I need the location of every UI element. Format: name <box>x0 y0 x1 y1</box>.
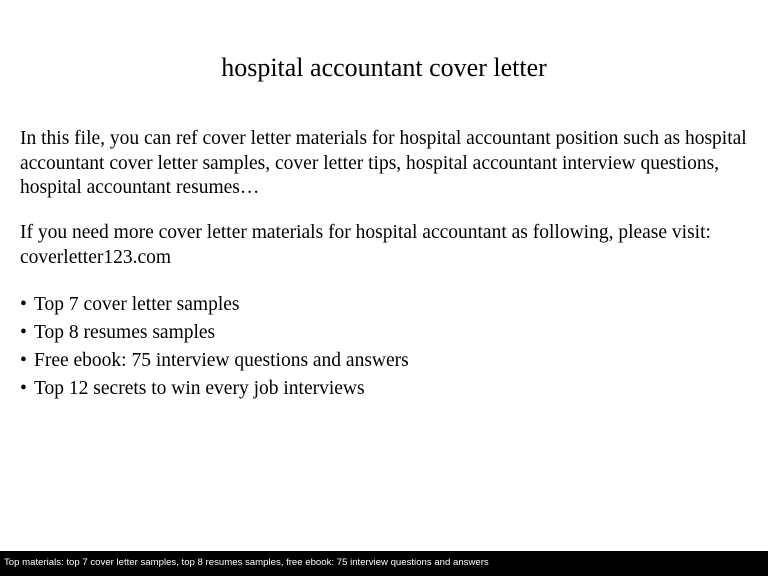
bullet-icon: • <box>20 350 27 371</box>
list-item <box>20 319 740 347</box>
list-item-label: Free ebook: 75 interview questions and answers <box>34 350 409 371</box>
list-item-label: Top 12 secrets to win every job interviews <box>34 378 365 399</box>
bullet-icon: • <box>20 294 27 315</box>
visit-paragraph: If you need more cover letter materials for hospital accountant as following, please visit: coverletter123.com <box>20 222 711 268</box>
list-item <box>20 291 740 319</box>
list-item <box>20 375 740 403</box>
list-item-label: Top 7 cover letter samples <box>34 294 240 315</box>
list-item-label: Top 8 resumes samples <box>34 322 216 343</box>
footer-text: Top materials: top 7 cover letter samples, top 8 resumes samples, free ebook: 75 interview questions and answers <box>4 557 489 568</box>
bullet-icon: • <box>20 322 27 343</box>
footer-bar <box>0 551 768 576</box>
slide-title: hospital accountant cover letter <box>221 53 547 82</box>
materials-list <box>20 291 740 403</box>
intro-paragraph: In this file, you can ref cover letter materials for hospital accountant position such as hospital accountant cover letter samples, cover letter tips, hospital accountant interview questions, hospital accountant resumes… <box>20 128 747 198</box>
list-item <box>20 347 740 375</box>
bullet-icon: • <box>20 378 27 399</box>
